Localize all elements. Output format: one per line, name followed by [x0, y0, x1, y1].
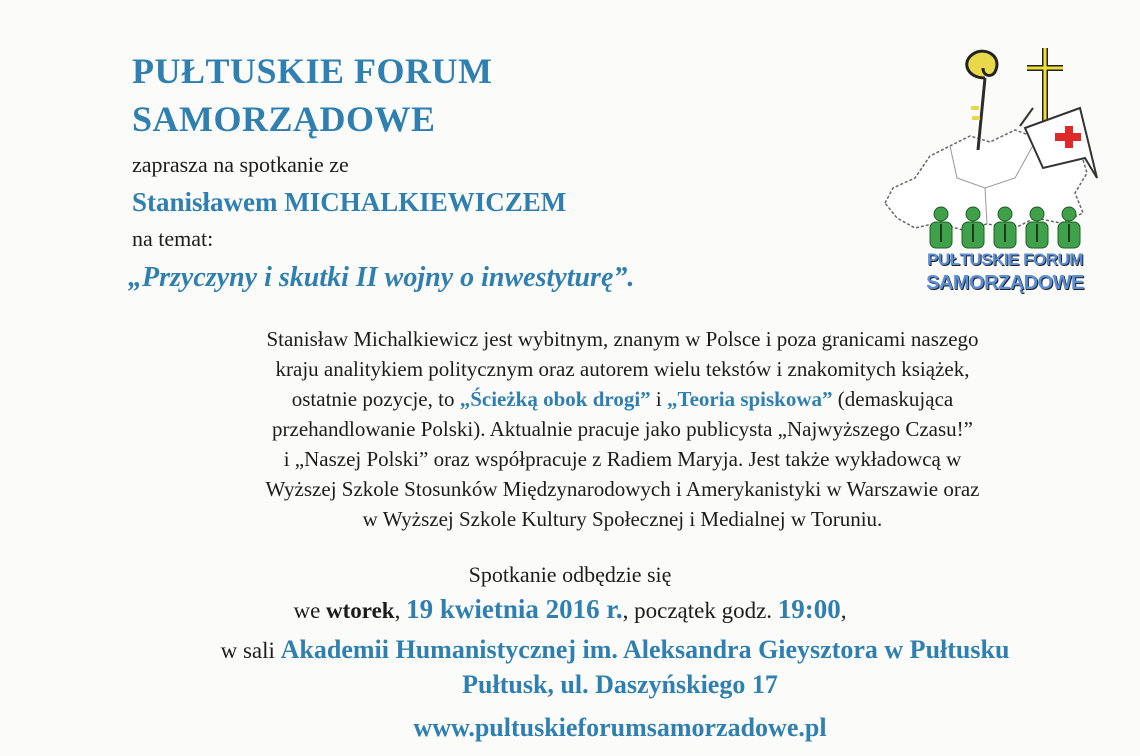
venue-address: Pułtusk, ul. Daszyńskiego 17: [462, 670, 778, 699]
venue-prefix: w sali: [220, 638, 281, 663]
org-name-line2: SAMORZĄDOWE: [132, 99, 436, 139]
forum-logo: [875, 38, 1120, 308]
separator: ,: [840, 598, 847, 623]
bio-line: i „Naszej Polski” oraz współpracuje z Radiem Maryja. Jest także wykładowcą w: [283, 447, 962, 471]
venue-name: Akademii Humanistycznej im. Aleksandra Gieysztora w Pułtusku: [280, 635, 1010, 664]
org-name-line1: PUŁTUSKIE FORUM: [132, 51, 493, 91]
date-prefix: we: [293, 598, 327, 623]
speaker-biography: [120, 324, 1125, 534]
meeting-venue-line: [0, 635, 1140, 665]
bio-line: Wyższej Szkole Stosunków Międzynarodowych i Amerykanistyki w Warszawie oraz: [265, 477, 980, 501]
invitation-text: zaprasza na spotkanie ze: [132, 152, 349, 177]
logo-text-line2: SAMORZĄDOWE: [926, 272, 1084, 294]
meeting-date-line: [0, 594, 1140, 625]
bio-text: i: [650, 387, 668, 411]
speaker-name: Stanisławem MICHALKIEWICZEM: [132, 187, 567, 217]
bio-text: ostatnie pozycje, to: [291, 387, 460, 411]
bio-line: [120, 384, 1125, 414]
meeting-intro: Spotkanie odbędzie się: [468, 562, 672, 587]
logo-text-line1: PUŁTUSKIE FORUM: [927, 250, 1083, 269]
topic-label: na temat:: [132, 226, 214, 251]
lecture-topic: „Przyczyny i skutki II wojny o inwestyturę”.: [128, 262, 635, 293]
meeting-time: 19:00: [777, 594, 841, 624]
bio-text: (demaskująca: [832, 387, 954, 411]
logo-emblem-icon: [875, 38, 1120, 250]
bio-line: Stanisław Michalkiewicz jest wybitnym, znanym w Polsce i poza granicami naszego: [266, 327, 979, 351]
separator: ,: [394, 598, 407, 623]
book-title: „Ścieżką obok drogi”: [459, 387, 651, 411]
website-link[interactable]: www.pultuskieforumsamorzadowe.pl: [413, 713, 827, 742]
bio-line: kraju analitykiem politycznym oraz autorem wielu tekstów i znakomitych książek,: [275, 357, 970, 381]
book-title: „Teoria spiskowa”: [667, 387, 833, 411]
bio-line: przehandlowanie Polski). Aktualnie pracuje jako publicysta „Najwyższego Czasu!”: [272, 417, 973, 441]
meeting-date: 19 kwietnia 2016 r.: [406, 594, 623, 624]
weekday: wtorek: [326, 598, 395, 623]
start-label: , początek godz.: [622, 598, 778, 623]
bio-line: w Wyższej Szkole Kultury Społecznej i Medialnej w Toruniu.: [362, 507, 883, 531]
